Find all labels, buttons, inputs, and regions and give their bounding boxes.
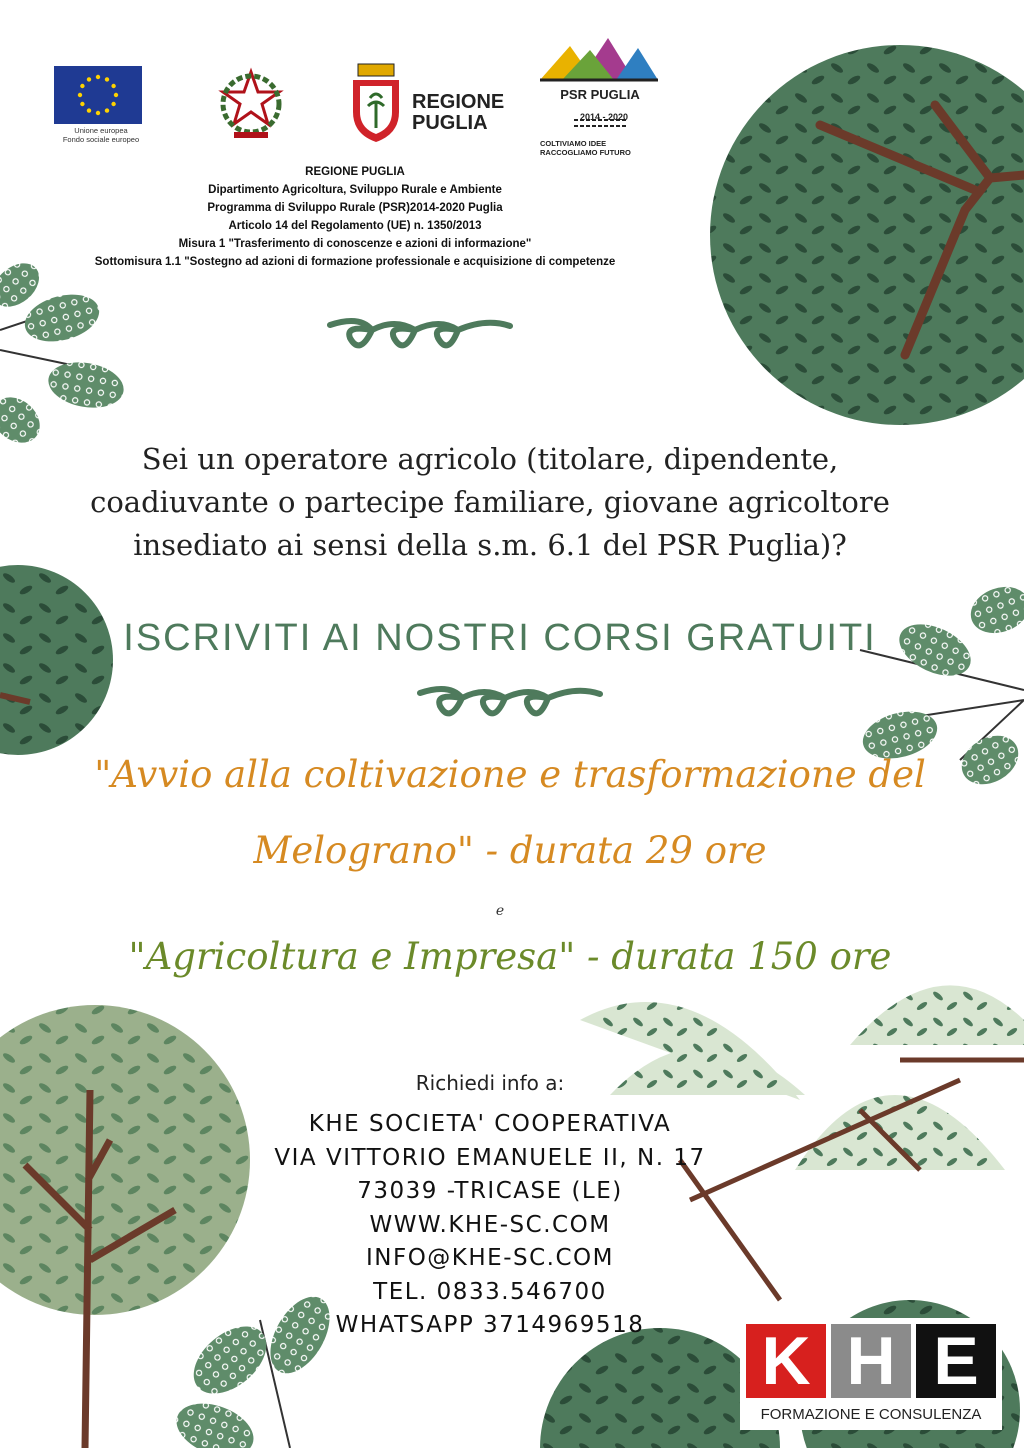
regione-puglia-name: REGIONE PUGLIA	[412, 91, 505, 134]
company-address: VIA VITTORIO EMANUELE II, N. 17	[274, 1144, 706, 1171]
question-line-2: coadiuvante o partecipe familiare, giovane agricoltore	[90, 485, 890, 519]
swirl-divider-top	[330, 321, 510, 345]
tree-middle-left	[0, 565, 113, 755]
eu-caption: Unione europea Fondo sociale europeo	[62, 126, 140, 144]
header-line-submeasure: Sottomisura 1.1 "Sostegno ad azioni di formazione professionale e acquisizione di competenze	[94, 256, 616, 268]
course-agricoltura-impresa: "Agricoltura e Impresa" - durata 150 ore	[128, 935, 892, 978]
target-question	[40, 438, 940, 567]
header-line-measure: Misura 1 "Trasferimento di conoscenze e azioni di informazione"	[178, 238, 532, 250]
header-text-block	[30, 163, 680, 271]
header-line-department: Dipartimento Agricoltura, Sviluppo Rurale e Ambiente	[208, 184, 502, 196]
swirl-divider-middle	[420, 689, 600, 713]
header-line-program: Programma di Sviluppo Rurale (PSR)2014-2020 Puglia	[207, 202, 503, 214]
whatsapp-number[interactable]: WHATSAPP 3714969518	[335, 1312, 645, 1338]
question-line-1: Sei un operatore agricolo (titolare, dipendente,	[141, 442, 839, 476]
conjunction-text: e	[495, 903, 505, 919]
eu-flag-logo	[54, 66, 142, 124]
regione-puglia-shield	[350, 62, 402, 144]
eu-stars-icon	[54, 66, 142, 124]
course-melograno	[60, 737, 960, 889]
header-line-region: REGIONE PUGLIA	[305, 166, 405, 178]
email-link[interactable]: INFO@KHE-SC.COM	[365, 1245, 614, 1271]
psr-puglia-motto: COLTIVIAMO IDEE RACCOGLIAMO FUTURO	[540, 139, 631, 157]
khe-logo-h: H	[831, 1324, 911, 1398]
khe-logo-e: E	[916, 1324, 996, 1398]
khe-logo	[740, 1318, 1002, 1430]
italian-republic-emblem	[216, 66, 286, 146]
info-request-label: Richiedi info a:	[415, 1071, 565, 1095]
psr-puglia-years: 2014 - 2020	[580, 112, 629, 122]
course-melograno-line-2: Melograno" - durata 29 ore	[253, 829, 767, 872]
question-line-3: insediato ai sensi della s.m. 6.1 del PSR Puglia)?	[133, 528, 847, 562]
company-name: KHE SOCIETA' COOPERATIVA	[308, 1111, 672, 1137]
leaf-branch-top-left	[0, 254, 127, 452]
header-line-article: Articolo 14 del Regolamento (UE) n. 1350/2013	[228, 220, 482, 232]
contact-block	[230, 1108, 750, 1343]
course-melograno-line-1: "Avvio alla coltivazione e trasformazione del	[94, 753, 926, 796]
tree-top-right	[710, 45, 1024, 425]
website-link[interactable]: WWW.KHE-SC.COM	[369, 1211, 611, 1238]
logo-row	[40, 40, 680, 170]
phone-number[interactable]: TEL. 0833.546700	[373, 1278, 607, 1305]
khe-tagline: FORMAZIONE E CONSULENZA	[760, 1406, 982, 1423]
khe-logo-k: K	[746, 1324, 826, 1398]
company-city: 73039 -TRICASE (LE)	[357, 1178, 623, 1204]
psr-puglia-title: PSR PUGLIA	[560, 87, 640, 102]
call-to-action-heading: ISCRIVITI AI NOSTRI CORSI GRATUITI	[123, 617, 877, 659]
